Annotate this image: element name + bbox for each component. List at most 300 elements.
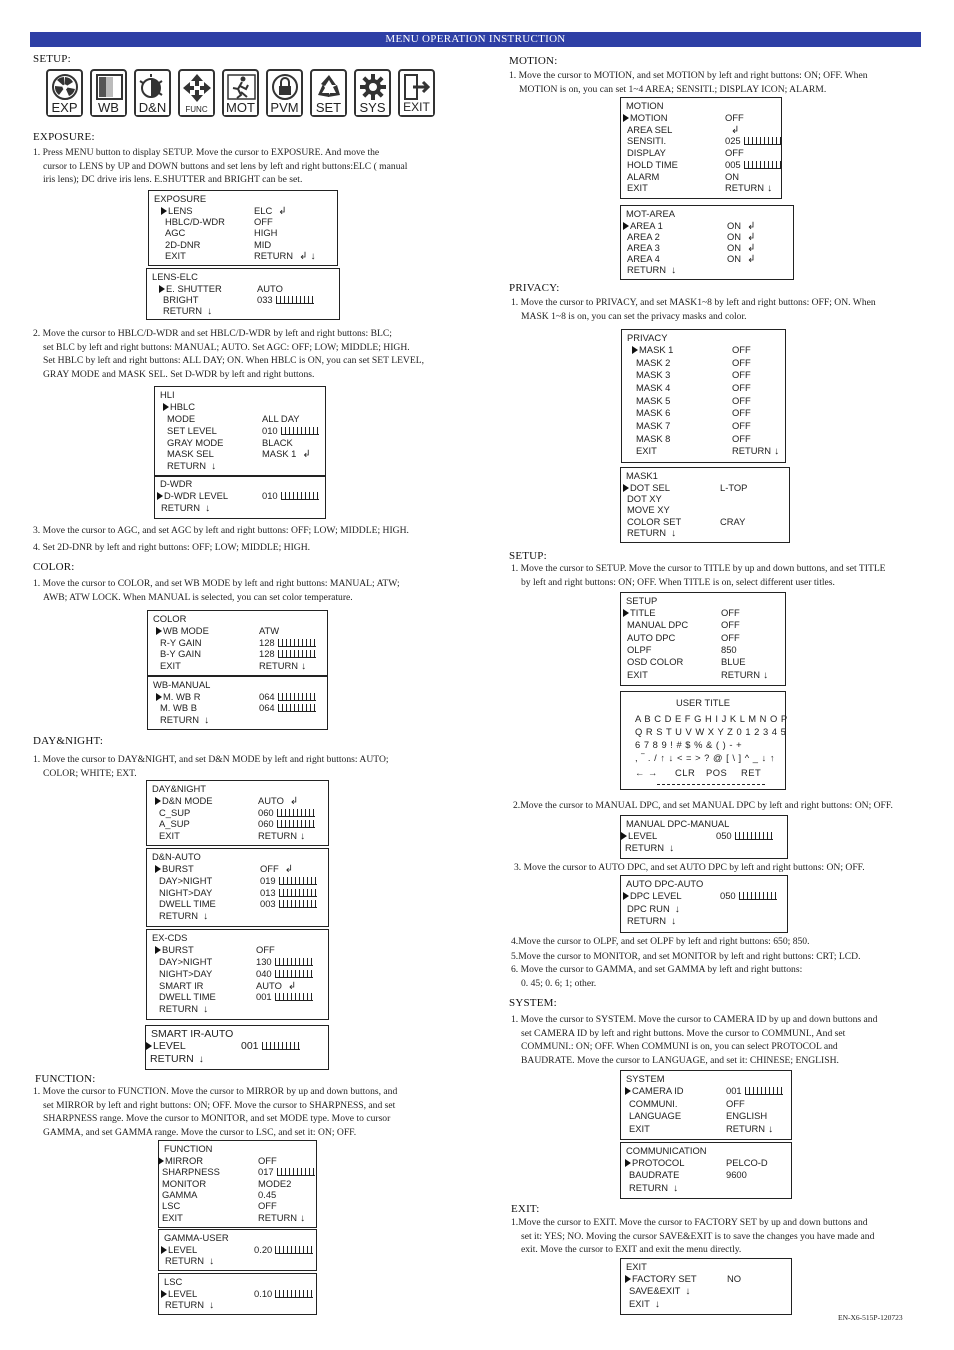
menu-item-value: L-TOP [720,482,748,493]
user-title-chars-3: 6 7 8 9 ! # $ % & ( ) - + [635,739,743,750]
menu-item-value: 001 [241,1040,300,1052]
setup-paragraph-1 [511,562,931,589]
menu-row[interactable] [148,648,327,660]
cursor-arrow-icon [625,1087,631,1095]
menu-item-label: D&N MODE [155,795,213,807]
paragraph-line: MOTION is on, you can set 1~4 AREA; SENSITI.; DISPLAY ICON; ALARM. [519,83,827,95]
menu-item-label: SMART IR [159,979,204,991]
menu-item-value: OFF [732,407,751,419]
menu-item-value: CRAY [720,515,746,527]
level-scale-icon [735,832,773,840]
menu-row[interactable] [621,135,781,147]
cursor-arrow-icon [625,1159,631,1167]
icon-label: EXIT [400,100,433,115]
menu-row[interactable] [159,1166,316,1178]
menu-row[interactable] [159,1255,316,1267]
menu-row[interactable] [148,691,327,703]
user-title-arrows[interactable]: ← → [635,767,658,778]
paragraph-line: 1. Press MENU button to display SETUP. Move the cursor to EXPOSURE. And move the [33,147,380,158]
level-scale-icon [275,1290,313,1298]
enter-down-icon: ↓ [671,916,677,928]
motion-paragraph-1 [509,69,929,96]
menu-item-label: AUTO DPC [627,631,676,643]
menu-row[interactable] [621,915,787,927]
motion-heading: MOTION: [509,55,558,67]
menu-item-label: MONITOR [162,1177,207,1189]
icon-label: D&N [136,100,169,115]
menu-item-label: AREA SEL [627,123,673,135]
enter-down-icon: ↓ [207,306,213,317]
menu-item-label: E. SHUTTER [159,283,222,295]
menu-row[interactable] [148,702,327,714]
menu-item-label: LEVEL [161,1244,197,1256]
menu-item-value: OFF [732,420,751,431]
menu-title: FUNCTION [164,1143,213,1154]
menu-row[interactable] [622,407,785,419]
menu-row[interactable] [622,445,785,457]
menu-row[interactable] [621,669,785,681]
user-title-underline [657,784,765,785]
setup-paragraph-3: 3. Move the cursor to AUTO DPC, and set AUTO DPC by left and right buttons: ON; OFF. [514,862,865,873]
menu-row[interactable] [622,357,785,369]
menu-item-label: MASK 8 [636,432,671,444]
enter-down-icon: ↓ [203,1004,209,1016]
menu-item-label: B-Y GAIN [160,648,201,659]
cursor-arrow-icon [161,1290,167,1298]
enter-icon: ↲ [747,254,756,265]
user-title-clr[interactable]: CLR [675,767,696,778]
menu-row[interactable] [155,413,325,425]
white-balance-icon[interactable] [90,69,127,117]
menu-item-label: A_SUP [159,818,190,829]
menu-item-value: ENGLISH [726,1110,768,1121]
paragraph-line: AWB; ATW LOCK. When MANUAL is selected, you can set color temperature. [43,591,353,603]
level-scale-icon [277,820,315,828]
menu-item-label: AREA 2 [627,231,660,242]
daynight-paragraph-1 [33,753,453,780]
level-scale-icon [277,809,315,817]
menu-title: LSC [164,1276,183,1287]
menu-item-label: OSD COLOR [627,656,684,668]
exit-door-icon[interactable] [398,69,435,117]
menu-row[interactable] [147,968,328,980]
menu-item-value: 0.10 [254,1288,313,1300]
level-scale-icon [278,704,316,712]
menu-item-label: D-WDR LEVEL [157,490,228,502]
menu-row[interactable] [155,502,325,514]
enter-down-icon: ↓ [209,1256,215,1267]
cursor-arrow-icon [156,627,162,635]
menu-row[interactable] [621,1273,791,1285]
menu-item-value: 0.20 [254,1244,313,1256]
menu-mask1 [620,467,790,543]
menu-row[interactable] [621,504,789,516]
menu-lsc [158,1273,317,1315]
menu-item-label: RETURN ↓ [165,1255,215,1267]
menu-row[interactable] [622,369,785,381]
menu-row[interactable] [621,1110,791,1122]
menu-row[interactable] [159,1189,316,1201]
color-paragraph-1 [33,577,453,604]
menu-item-value: OFF ↲ [260,863,294,875]
lock-icon[interactable] [266,69,303,117]
menu-row[interactable] [147,991,328,1003]
menu-title: SYSTEM [626,1073,665,1084]
cursor-arrow-icon [625,1275,631,1283]
enter-down-icon: ↓ [768,1123,774,1135]
menu-row[interactable] [147,795,328,807]
menu-item-label: SENSITI. [627,135,667,147]
menu-item-label: OLPF [627,644,652,655]
enter-down-icon: ↓ [669,843,675,854]
menu-item-label: DAY>NIGHT [159,874,213,886]
menu-row[interactable] [147,807,328,819]
menu-item-label: MASK 1 [632,344,673,356]
menu-row[interactable] [159,1155,316,1167]
menu-item-value: 064 [259,702,316,714]
menu-item-label: AGC [165,227,186,239]
menu-row[interactable] [621,147,781,159]
cursor-arrow-icon [159,285,165,293]
menu-row[interactable] [147,956,328,968]
menu-row[interactable] [621,1298,791,1310]
menu-row[interactable] [155,437,325,449]
menu-title: EXPOSURE [154,193,207,204]
user-title-chars-2: Q R S T U V W X Y Z 0 1 2 3 4 5 [635,726,787,737]
menu-row[interactable] [155,490,325,502]
menu-item-value: 040 [256,968,313,980]
menu-row[interactable] [147,898,328,910]
user-title-ret[interactable]: RET [741,767,762,778]
menu-item-value: OFF [721,631,740,643]
menu-item-label: LEVEL [621,830,657,842]
menu-item-label: RETURN ↓ [159,910,209,923]
fan-icon[interactable] [46,69,83,117]
cursor-arrow-icon [156,693,162,701]
menu-item-label: RETURN ↓ [161,502,211,514]
exposure-paragraph-3: 3. Move the cursor to AGC, and set AGC by left and right buttons: OFF; LOW; MIDDLE; HIGH. [33,525,409,536]
enter-icon: ↲ [747,243,756,254]
level-scale-icon [275,958,313,966]
menu-mot-area [620,205,794,280]
menu-item-value: PELCO-D [726,1157,768,1168]
menu-row[interactable] [146,1040,328,1052]
cursor-arrow-icon [161,1246,167,1254]
menu-item-label: AREA 4 [627,253,660,264]
menu-row[interactable] [147,910,328,922]
menu-item-label: MASK 4 [636,382,671,393]
menu-row[interactable] [621,182,781,194]
menu-row[interactable] [621,1085,791,1097]
menu-item-label: HOLD TIME [627,158,678,170]
menu-item-label: DWELL TIME [159,991,216,1003]
menu-row[interactable] [159,1299,316,1311]
paragraph-line: COLOR; WHITE; EXT. [43,767,137,779]
menu-row[interactable] [148,660,327,672]
menu-row[interactable] [155,448,325,460]
menu-item-label: M. WB R [156,691,201,703]
cursor-arrow-icon [163,403,169,411]
paragraph-line: by left and right buttons: ON; OFF. When TITLE is on, select different user titles. [521,576,835,588]
menu-row[interactable] [149,239,337,251]
menu-item-label: LEVEL [161,1288,197,1300]
document-code: EN-X6-515P-120723 [838,1313,903,1322]
menu-row[interactable] [622,433,785,445]
level-scale-icon [275,993,313,1001]
menu-item-label: RETURN ↓ [165,1299,215,1311]
menu-item-label: DOT SEL [623,482,670,494]
menu-row[interactable] [622,395,785,407]
menu-row[interactable] [621,482,789,494]
menu-row[interactable] [621,890,787,902]
menu-item-value: OFF [732,356,751,368]
exposure-paragraph-1 [33,146,443,187]
enter-icon: ↲ [731,124,740,136]
menu-row[interactable] [147,1003,328,1015]
menu-item-value: 064 [259,691,316,703]
enter-down-icon: ↓ [301,660,307,672]
menu-item-label: LSC [162,1200,181,1212]
menu-title: COMMUNICATION [626,1145,707,1156]
menu-row[interactable] [621,842,787,854]
user-title-chars-1: A B C D E F G H I J K L M N O P [635,713,788,724]
menu-item-label: DISPLAY [627,147,666,159]
menu-item-label: LENS [161,205,193,217]
menu-row[interactable] [148,714,327,726]
menu-row[interactable] [621,159,781,171]
menu-row[interactable] [621,619,785,631]
menu-item-label: HBLC [163,401,195,413]
level-scale-icon [281,492,319,500]
menu-title: D-WDR [160,478,193,489]
menu-item-label: RETURN ↓ [627,264,677,276]
menu-row[interactable] [148,625,327,637]
paragraph-line: 1. Move the cursor to PRIVACY, and set MASK1~8 by left and right buttons: OFF; ON. When [511,297,876,308]
menu-row[interactable] [621,903,787,915]
menu-item-value: 001 [726,1085,783,1097]
menu-item-value: 001 [256,991,313,1003]
privacy-heading: PRIVACY: [509,282,560,294]
menu-row[interactable] [147,875,328,887]
menu-item-value: MODE2 [258,1177,292,1189]
menu-row[interactable] [146,1053,328,1065]
level-scale-icon [744,161,782,169]
menu-item-value: 019 [260,875,317,887]
menu-item-value: 9600 [726,1169,747,1181]
enter-down-icon: ↓ [763,669,769,681]
setup-paragraph-5: 5.Move the cursor to MONITOR, and set MONITOR by left and right buttons: CRT; LCD. [511,951,861,962]
paragraph-line: Set HBLC by left and right buttons: ALL DAY; ON. When HBLC is ON, you can set SET LEVEL, [43,355,424,366]
paragraph-line: BAUDRATE. Move the cursor to LANGUAGE, and set it: CHINESE; ENGLISH. [521,1054,839,1066]
enter-down-icon: ↓ [654,1298,660,1310]
menu-item-label: SET LEVEL [167,424,217,436]
menu-item-value: 050 [716,830,773,842]
gear-icon[interactable] [354,69,391,117]
recycle-icon[interactable] [310,69,347,117]
enter-down-icon: ↓ [671,265,677,276]
menu-row[interactable] [148,637,327,649]
menu-row[interactable] [155,460,325,472]
enter-icon: ↲ [302,449,311,461]
cursor-arrow-icon [146,1042,152,1050]
menu-item-label: AREA 3 [627,242,660,253]
icon-label: PVM [268,100,301,115]
cursor-arrow-icon [623,222,629,230]
menu-item-value: RETURN ↓ [259,659,307,672]
menu-row[interactable] [149,250,337,262]
menu-row[interactable] [622,420,785,432]
menu-auto-dpc [620,875,788,933]
menu-row[interactable] [621,644,785,656]
menu-item-value: RETURN ↓ [721,668,769,681]
menu-row[interactable] [621,264,793,276]
menu-title: D&N-AUTO [152,851,201,862]
menu-row[interactable] [147,818,328,830]
menu-title: DAY&NIGHT [152,783,206,794]
sun-moon-icon[interactable] [134,69,171,117]
menu-item-label: MODE [167,412,196,424]
menu-row[interactable] [149,227,337,239]
menu-gamma-user [158,1229,317,1271]
cursor-arrow-icon [155,946,161,954]
menu-system [620,1070,792,1140]
menu-row[interactable] [621,1123,791,1135]
menu-title: MOTION [626,100,664,111]
menu-row[interactable] [621,112,781,124]
menu-item-label: LANGUAGE [629,1110,682,1121]
setup-heading: SETUP: [33,53,71,65]
menu-row[interactable] [622,344,785,356]
menu-row[interactable] [147,944,328,956]
menu-row[interactable] [147,887,328,899]
menu-row[interactable] [621,656,785,668]
menu-item-label: M. WB B [160,702,197,714]
arrows-icon[interactable] [178,69,215,117]
menu-row[interactable] [155,425,325,437]
level-scale-icon [275,1246,313,1254]
cursor-arrow-icon [623,484,629,492]
menu-item-label: TITLE [623,607,656,619]
menu-row[interactable] [621,527,789,539]
icon-label: WB [92,100,125,115]
menu-title: EXIT [626,1261,647,1272]
icon-label: MOT [224,100,257,115]
user-title-panel [620,691,786,790]
menu-title: SMART IR-AUTO [151,1028,234,1040]
menu-row[interactable] [155,401,325,413]
menu-title: MASK1 [626,470,658,481]
enter-icon: ↲ [278,206,287,217]
menu-title: WB-MANUAL [153,679,211,690]
menu-item-label: R-Y GAIN [160,636,202,648]
enter-down-icon: ↓ [685,1286,691,1298]
menu-item-label: RETURN ↓ [160,713,210,726]
menu-item-label: GAMMA [162,1189,198,1200]
menu-item-label: DAY>NIGHT [159,955,213,967]
menu-row[interactable] [149,205,337,217]
menu-ex-cds [146,929,329,1020]
menu-row[interactable] [621,516,789,528]
cursor-arrow-icon [623,114,629,122]
menu-item-value: OFF [256,944,275,955]
menu-row[interactable] [621,830,787,842]
menu-row[interactable] [622,382,785,394]
menu-dwdr [154,475,326,519]
menu-item-value: 017 [258,1166,315,1178]
menu-title: MANUAL DPC-MANUAL [626,818,730,829]
menu-item-label: RETURN ↓ [629,1181,679,1194]
menu-item-value: OFF [732,432,751,444]
menu-item-label: WB MODE [156,625,209,637]
menu-row[interactable] [621,632,785,644]
menu-row[interactable] [621,607,785,619]
menu-row[interactable] [621,1157,791,1169]
menu-row[interactable] [621,171,781,183]
menu-item-value: 128 [259,648,316,660]
menu-row[interactable] [621,1285,791,1297]
paragraph-line: 1. Move the cursor to FUNCTION. Move the cursor to MIRROR by up and down buttons, and [33,1086,398,1097]
menu-row[interactable] [149,216,337,228]
menu-item-label: DOT XY [627,493,662,505]
enter-down-icon: ↓ [674,903,680,915]
menu-item-label: RETURN ↓ [167,460,217,473]
menu-row[interactable] [621,493,789,505]
menu-item-value: AUTO [257,283,283,294]
menu-item-label: ALARM [627,170,660,182]
menu-dn-auto [146,848,329,927]
exposure-paragraph-4: 4. Set 2D-DNR by left and right buttons: OFF; LOW; MIDDLE; HIGH. [33,542,311,553]
menu-row[interactable] [159,1178,316,1190]
menu-item-value: ON [725,170,740,182]
menu-row[interactable] [621,124,781,136]
level-scale-icon [275,970,313,978]
menu-row[interactable] [147,980,328,992]
menu-item-label: HBLC/D-WDR [165,216,225,228]
menu-row[interactable] [147,863,328,875]
menu-row[interactable] [159,1200,316,1212]
daynight-heading: DAY&NIGHT: [33,735,104,747]
menu-title: GAMMA-USER [164,1232,229,1243]
color-heading: COLOR: [33,561,75,573]
icon-label: EXP [48,100,81,115]
menu-item-value: RETURN ↲ ↓ [254,249,316,262]
menu-motion [620,97,782,199]
menu-item-value: ELC ↲ [254,205,287,217]
menu-item-value: 128 [259,637,316,649]
enter-down-icon: ↓ [205,503,211,514]
cursor-arrow-icon [623,892,629,900]
paragraph-line: 1. Move the cursor to COLOR, and set WB MODE by left and right buttons: MANUAL; ATW; [33,578,400,589]
menu-row[interactable] [621,1182,791,1194]
menu-row[interactable] [621,1098,791,1110]
menu-row[interactable] [147,305,339,317]
menu-item-value: AUTO ↲ [258,795,299,807]
user-title-pos[interactable]: POS [706,767,728,778]
menu-title: LENS-ELC [152,271,198,282]
menu-item-value: OFF [258,1155,277,1166]
menu-item-label: CAMERA ID [625,1085,684,1097]
running-man-icon[interactable] [222,69,259,117]
menu-item-value: 033 [257,294,314,306]
level-scale-icon [277,1168,315,1176]
menu-row[interactable] [159,1212,316,1224]
menu-hli [154,386,326,477]
menu-row[interactable] [621,1169,791,1181]
enter-down-icon: ↓ [774,446,780,458]
menu-row[interactable] [147,830,328,842]
enter-down-icon: ↓ [209,1300,215,1311]
paragraph-line: 1. Move the cursor to DAY&NIGHT, and set D&N MODE by left and right buttons: AUTO; [33,754,389,765]
